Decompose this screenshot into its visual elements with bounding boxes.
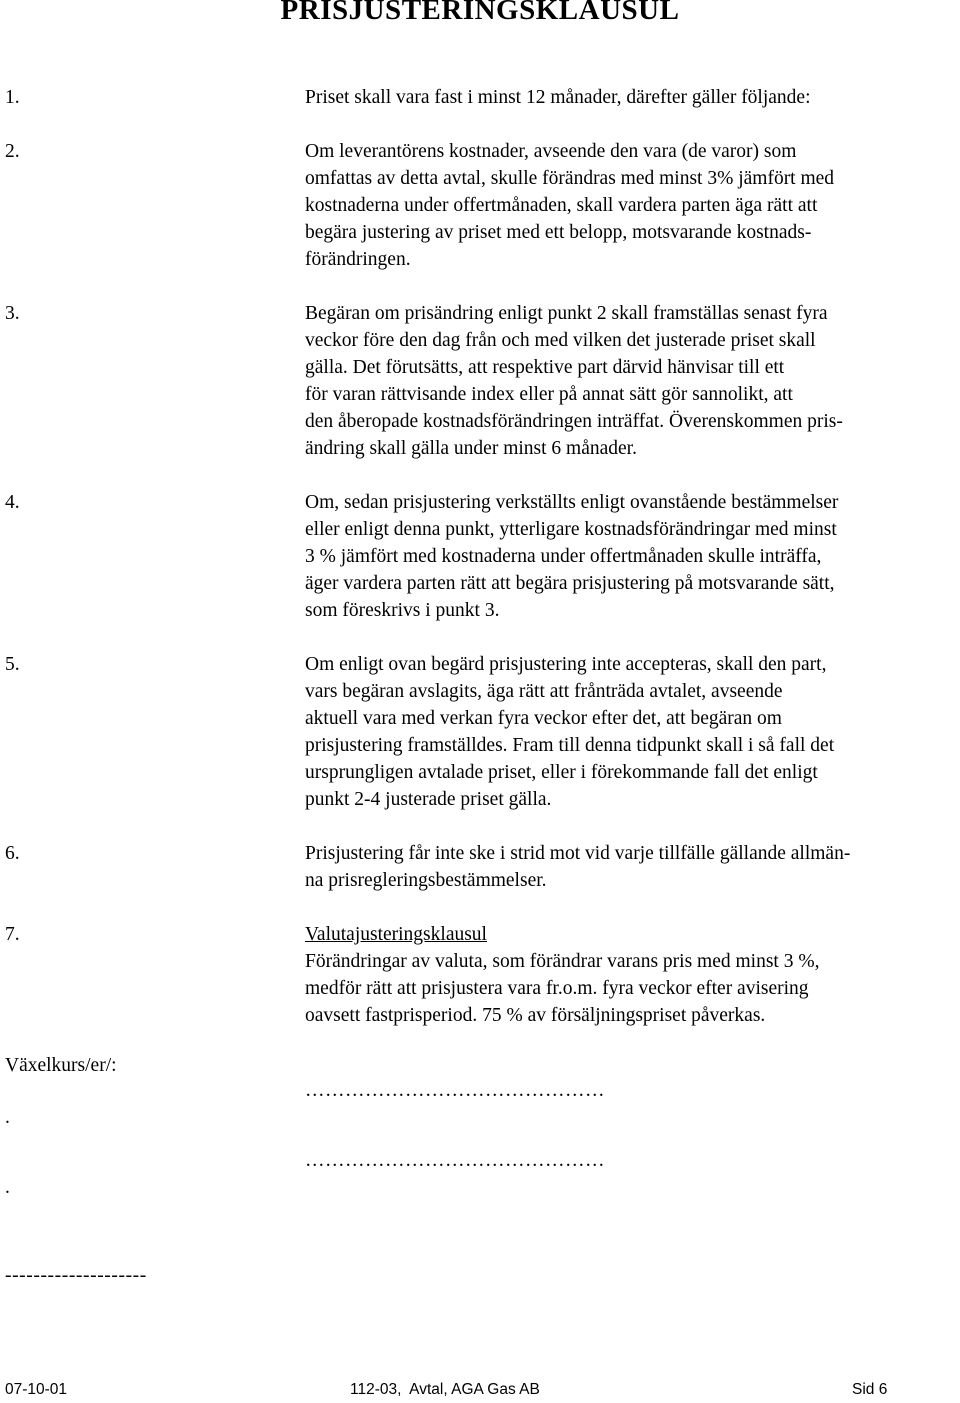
exchange-rate-label: Växelkurs/er/: xyxy=(5,1055,117,1076)
text-line: medför rätt att prisjustera vara fr.o.m. fyra veckor efter avisering xyxy=(305,978,809,999)
text-line: för varan rättvisande index eller på annat sätt gör sannolikt, att xyxy=(305,384,793,405)
section-text xyxy=(305,489,955,624)
text-line: ändring skall gälla under minst 6 månader. xyxy=(305,438,637,459)
section-number: 1. xyxy=(5,87,20,108)
document-title: PRISJUSTERINGSKLAUSUL xyxy=(280,0,680,26)
fill-in-line: ……………………………………… xyxy=(305,1150,605,1171)
text-line: oavsett fastprisperiod. 75 % av försäljningspriset påverkas. xyxy=(305,1005,766,1026)
text-line: Priset skall vara fast i minst 12 månader, därefter gäller följande: xyxy=(305,87,811,108)
section-number: 5. xyxy=(5,654,20,675)
text-line: som föreskrivs i punkt 3. xyxy=(305,600,500,621)
section-number: 3. xyxy=(5,303,20,324)
section-number: 4. xyxy=(5,492,20,513)
section-text xyxy=(305,651,955,813)
text-line: veckor före den dag från och med vilken det justerade priset skall xyxy=(305,330,816,351)
text-line: na prisregleringsbestämmelser. xyxy=(305,870,547,891)
footer-date: 07-10-01 xyxy=(5,1381,68,1398)
text-line: den åberopade kostnadsförändringen inträffat. Överenskommen pris- xyxy=(305,411,843,432)
text-line: punkt 2-4 justerade priset gälla. xyxy=(305,789,552,810)
section-text xyxy=(305,921,955,1029)
text-line: Om leverantörens kostnader, avseende den vara (de varor) som xyxy=(305,141,797,162)
section-text xyxy=(305,840,955,894)
text-line: omfattas av detta avtal, skulle förändras med minst 3% jämfört med xyxy=(305,168,835,189)
text-line: prisjustering framställdes. Fram till denna tidpunkt skall i så fall det xyxy=(305,735,835,756)
separator-line: -------------------- xyxy=(5,1265,147,1286)
dot-marker: . xyxy=(5,1177,10,1198)
text-line: ursprungligen avtalade priset, eller i förekommande fall det enligt xyxy=(305,762,818,783)
text-line: eller enligt denna punkt, ytterligare kostnadsförändringar med minst xyxy=(305,519,837,540)
text-line: Om, sedan prisjustering verkställts enligt ovanstående bestämmelser xyxy=(305,492,839,513)
text-line: 3 % jämfört med kostnaderna under offertmånaden skulle inträffa, xyxy=(305,546,822,567)
text-line: Prisjustering får inte ske i strid mot vid varje tillfälle gällande allmän- xyxy=(305,843,851,864)
section-number: 6. xyxy=(5,843,20,864)
section-number: 2. xyxy=(5,141,20,162)
text-line: förändringen. xyxy=(305,249,411,270)
footer-reference: 112-03, Avtal, AGA Gas AB xyxy=(350,1381,540,1398)
section-text xyxy=(305,138,955,273)
section-text xyxy=(305,84,955,111)
text-line: Om enligt ovan begärd prisjustering inte accepteras, skall den part, xyxy=(305,654,827,675)
section-text xyxy=(305,300,955,462)
dot-marker: . xyxy=(5,1107,10,1128)
text-line: gälla. Det förutsätts, att respektive part därvid hänvisar till ett xyxy=(305,357,785,378)
text-line: Begäran om prisändring enligt punkt 2 skall framställas senast fyra xyxy=(305,303,828,324)
text-line: kostnaderna under offertmånaden, skall vardera parten äga rätt att xyxy=(305,195,818,216)
text-line: Förändringar av valuta, som förändrar varans pris med minst 3 %, xyxy=(305,951,820,972)
section-number: 7. xyxy=(5,924,20,945)
text-line: vars begäran avslagits, äga rätt att frånträda avtalet, avseende xyxy=(305,681,783,702)
footer-page-number: Sid 6 xyxy=(852,1381,888,1398)
text-line: äger vardera parten rätt att begära prisjustering på motsvarande sätt, xyxy=(305,573,835,594)
text-line: aktuell vara med verkan fyra veckor efter det, att begäran om xyxy=(305,708,782,729)
text-line: begära justering av priset med ett belopp, motsvarande kostnads- xyxy=(305,222,812,243)
section-heading: Valutajusteringsklausul xyxy=(305,924,487,945)
fill-in-line: ……………………………………… xyxy=(305,1080,605,1101)
